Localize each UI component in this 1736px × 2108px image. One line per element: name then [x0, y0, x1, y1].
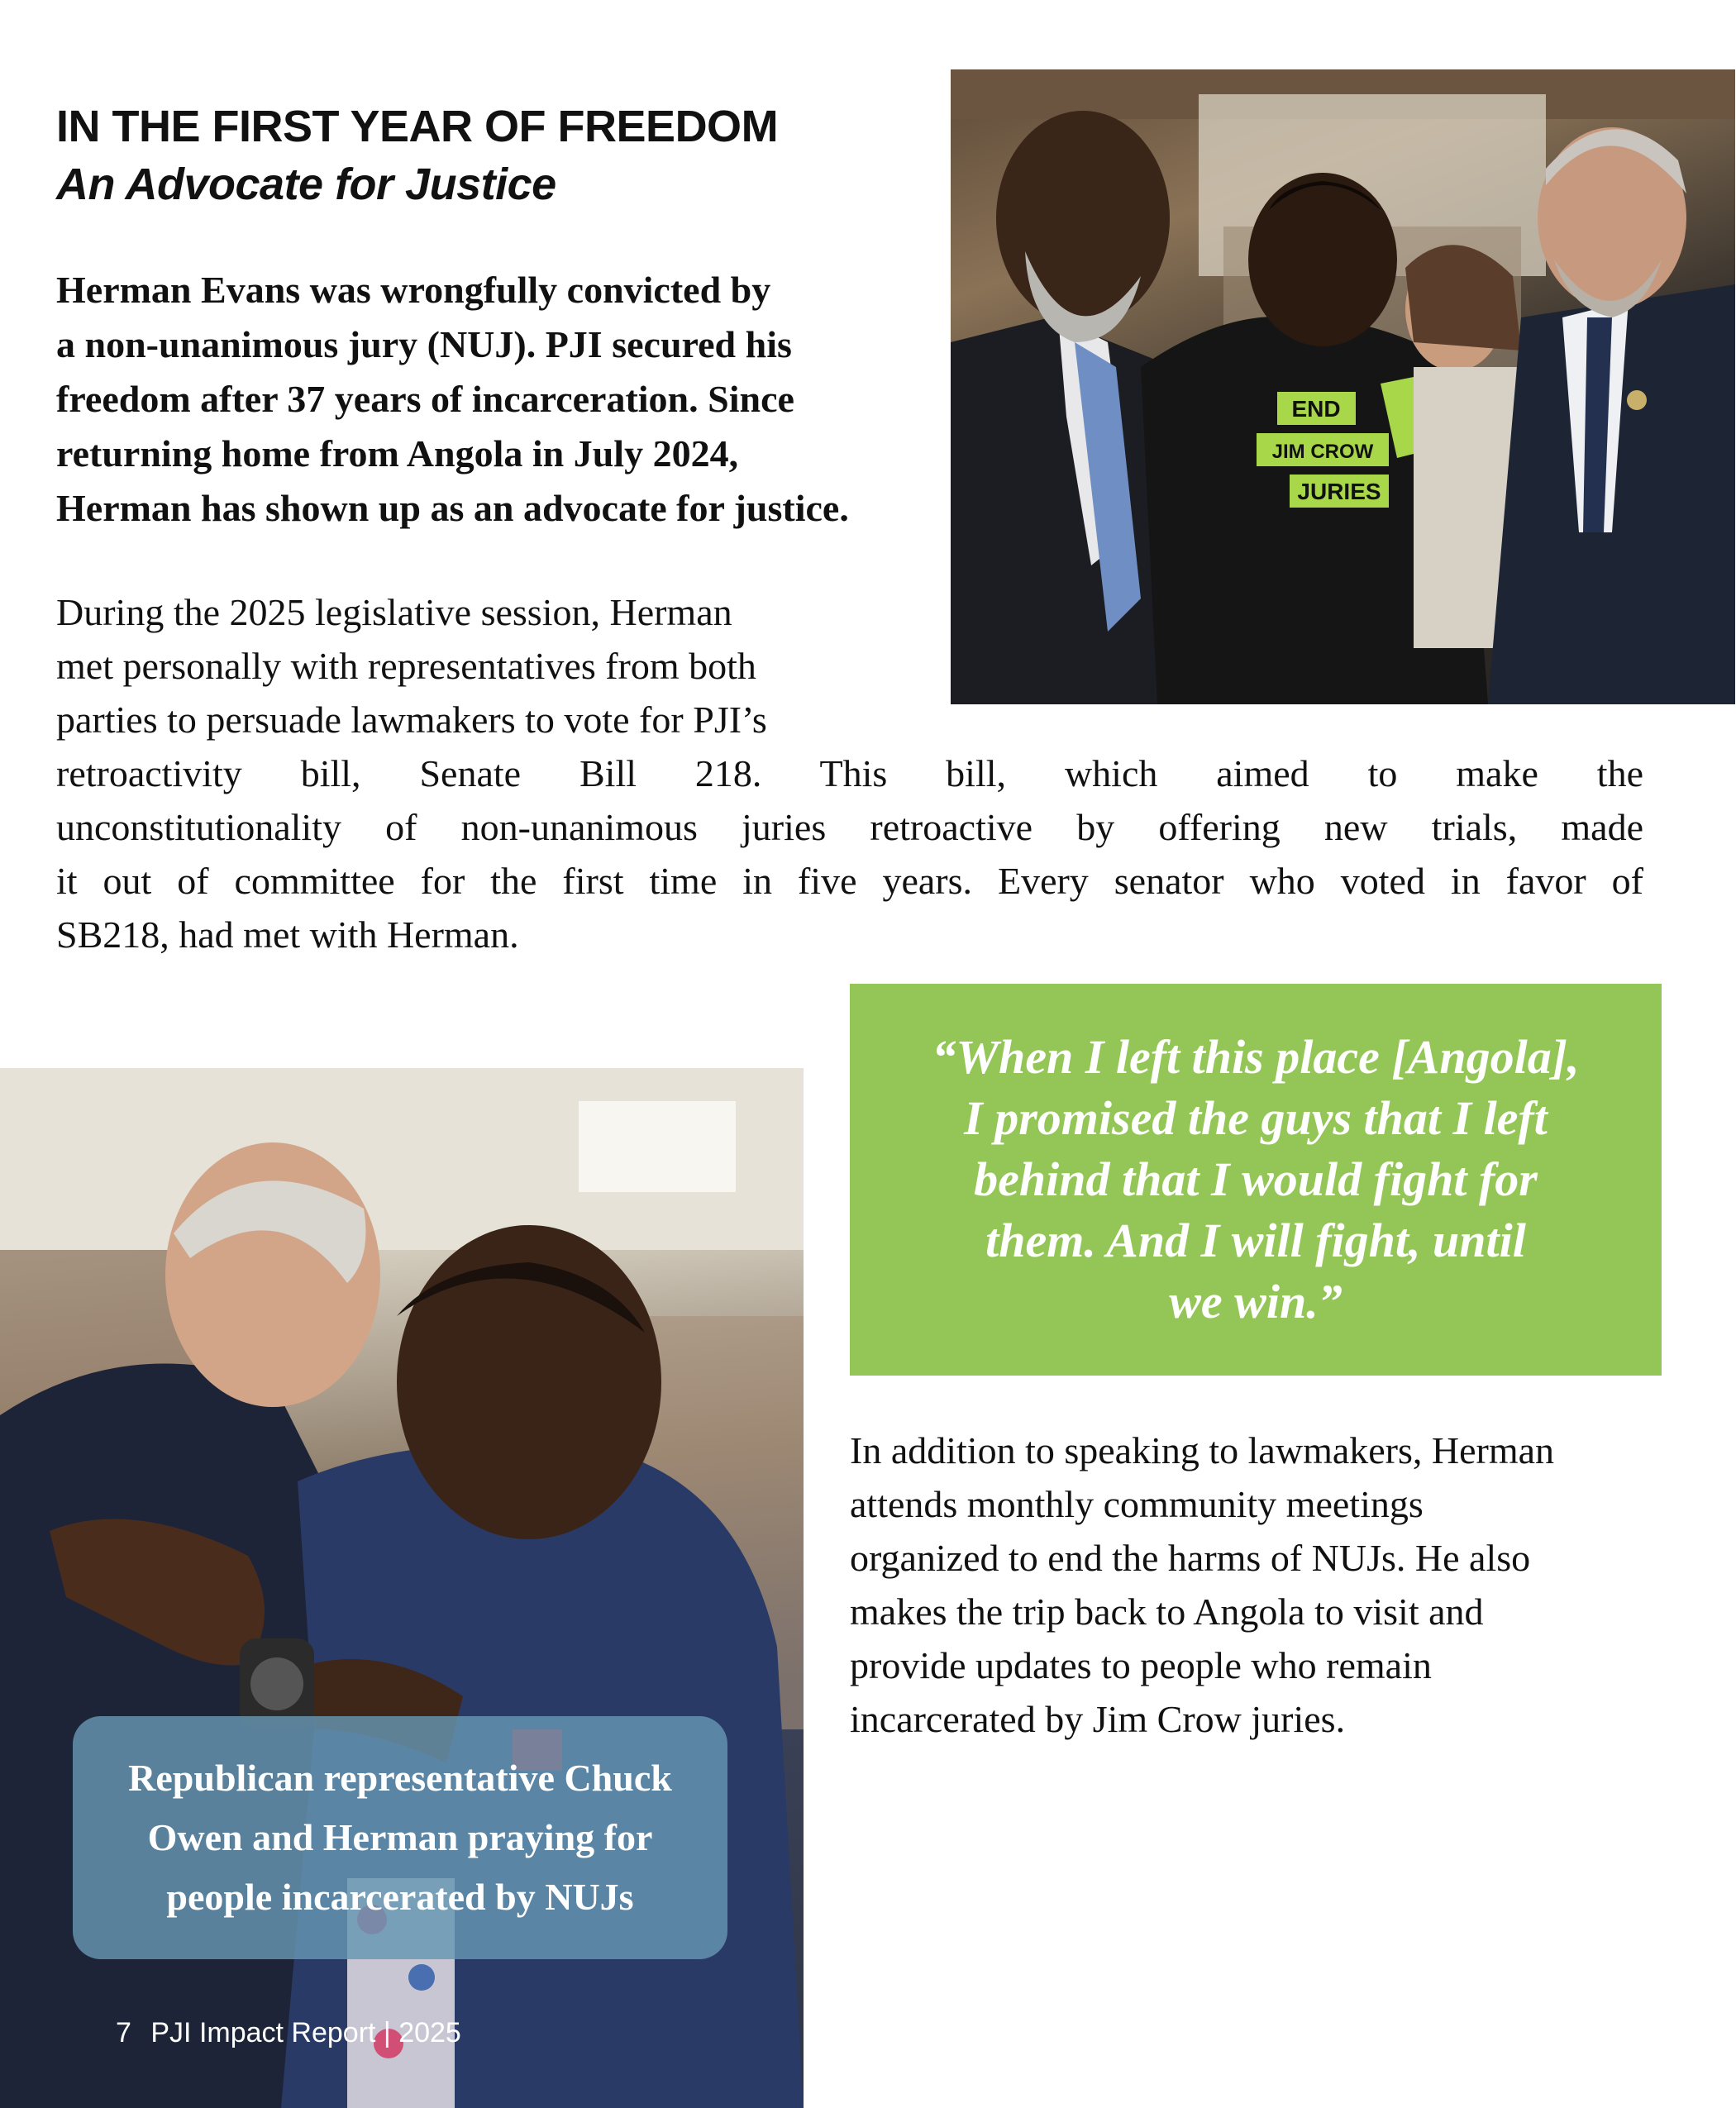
page-number: 7 — [116, 2017, 131, 2048]
pull-quote — [932, 1027, 1579, 1333]
caption-text — [128, 1748, 672, 1927]
photo-illustration — [951, 69, 1735, 704]
quote-line: them. And I will fight, until — [985, 1214, 1526, 1267]
intro-line: returning home from Angola in July 2024, — [56, 432, 739, 475]
shirt-text-jim-crow: JIM CROW — [1271, 441, 1374, 463]
body-line: met personally with representatives from both — [56, 645, 756, 687]
body-line: provide updates to people who remain — [850, 1644, 1432, 1686]
body-line: attends monthly community meetings — [850, 1483, 1424, 1525]
quote-line: “When I left this place [Angola], — [932, 1030, 1580, 1084]
quote-line: behind that I would fight for — [974, 1152, 1538, 1206]
body-line: SB218, had met with Herman. — [56, 913, 519, 956]
intro-line: freedom after 37 years of incarceration. Since — [56, 378, 794, 420]
report-label: PJI Impact Report | 2025 — [150, 2017, 461, 2048]
caption-line: Republican representative Chuck — [128, 1757, 672, 1799]
community-paragraph — [850, 1424, 1726, 1746]
intro-line: Herman has shown up as an advocate for justice. — [56, 487, 849, 529]
quote-line: I promised the guys that I left — [964, 1091, 1548, 1145]
article-subheading: An Advocate for Justice — [56, 160, 556, 209]
body-line: organized to end the harms of NUJs. He also — [850, 1537, 1531, 1579]
photo-caption — [73, 1716, 727, 1959]
body-line: incarcerated by Jim Crow juries. — [850, 1698, 1346, 1740]
quote-line: we win.” — [1169, 1275, 1343, 1328]
intro-line: Herman Evans was wrongfully convicted by — [56, 269, 771, 311]
intro-paragraph — [56, 263, 932, 536]
photo-herman-with-lawmakers — [951, 69, 1735, 704]
article-heading: IN THE FIRST YEAR OF FREEDOM — [56, 102, 779, 151]
page-footer — [116, 2017, 461, 2049]
pull-quote-box — [850, 984, 1662, 1376]
body-line: retroactivity bill, Senate Bill 218. This bill, which aimed to make the — [56, 752, 1643, 794]
intro-line: a non-unanimous jury (NUJ). PJI secured his — [56, 323, 792, 365]
caption-line: Owen and Herman praying for — [147, 1816, 653, 1858]
body-line: parties to persuade lawmakers to vote for PJI’s — [56, 699, 767, 741]
body-line: In addition to speaking to lawmakers, Herman — [850, 1429, 1555, 1471]
body-line: it out of committee for the first time in five years. Every senator who voted in favor of — [56, 860, 1643, 902]
shirt-text-juries: JURIES — [1297, 479, 1381, 504]
body-line: makes the trip back to Angola to visit and — [850, 1591, 1484, 1633]
caption-line: people incarcerated by NUJs — [166, 1876, 634, 1918]
body-line: During the 2025 legislative session, Herman — [56, 591, 732, 633]
body-line: unconstitutionality of non-unanimous juries retroactive by offering new trials, made — [56, 806, 1643, 848]
shirt-text-end: END — [1291, 396, 1341, 422]
